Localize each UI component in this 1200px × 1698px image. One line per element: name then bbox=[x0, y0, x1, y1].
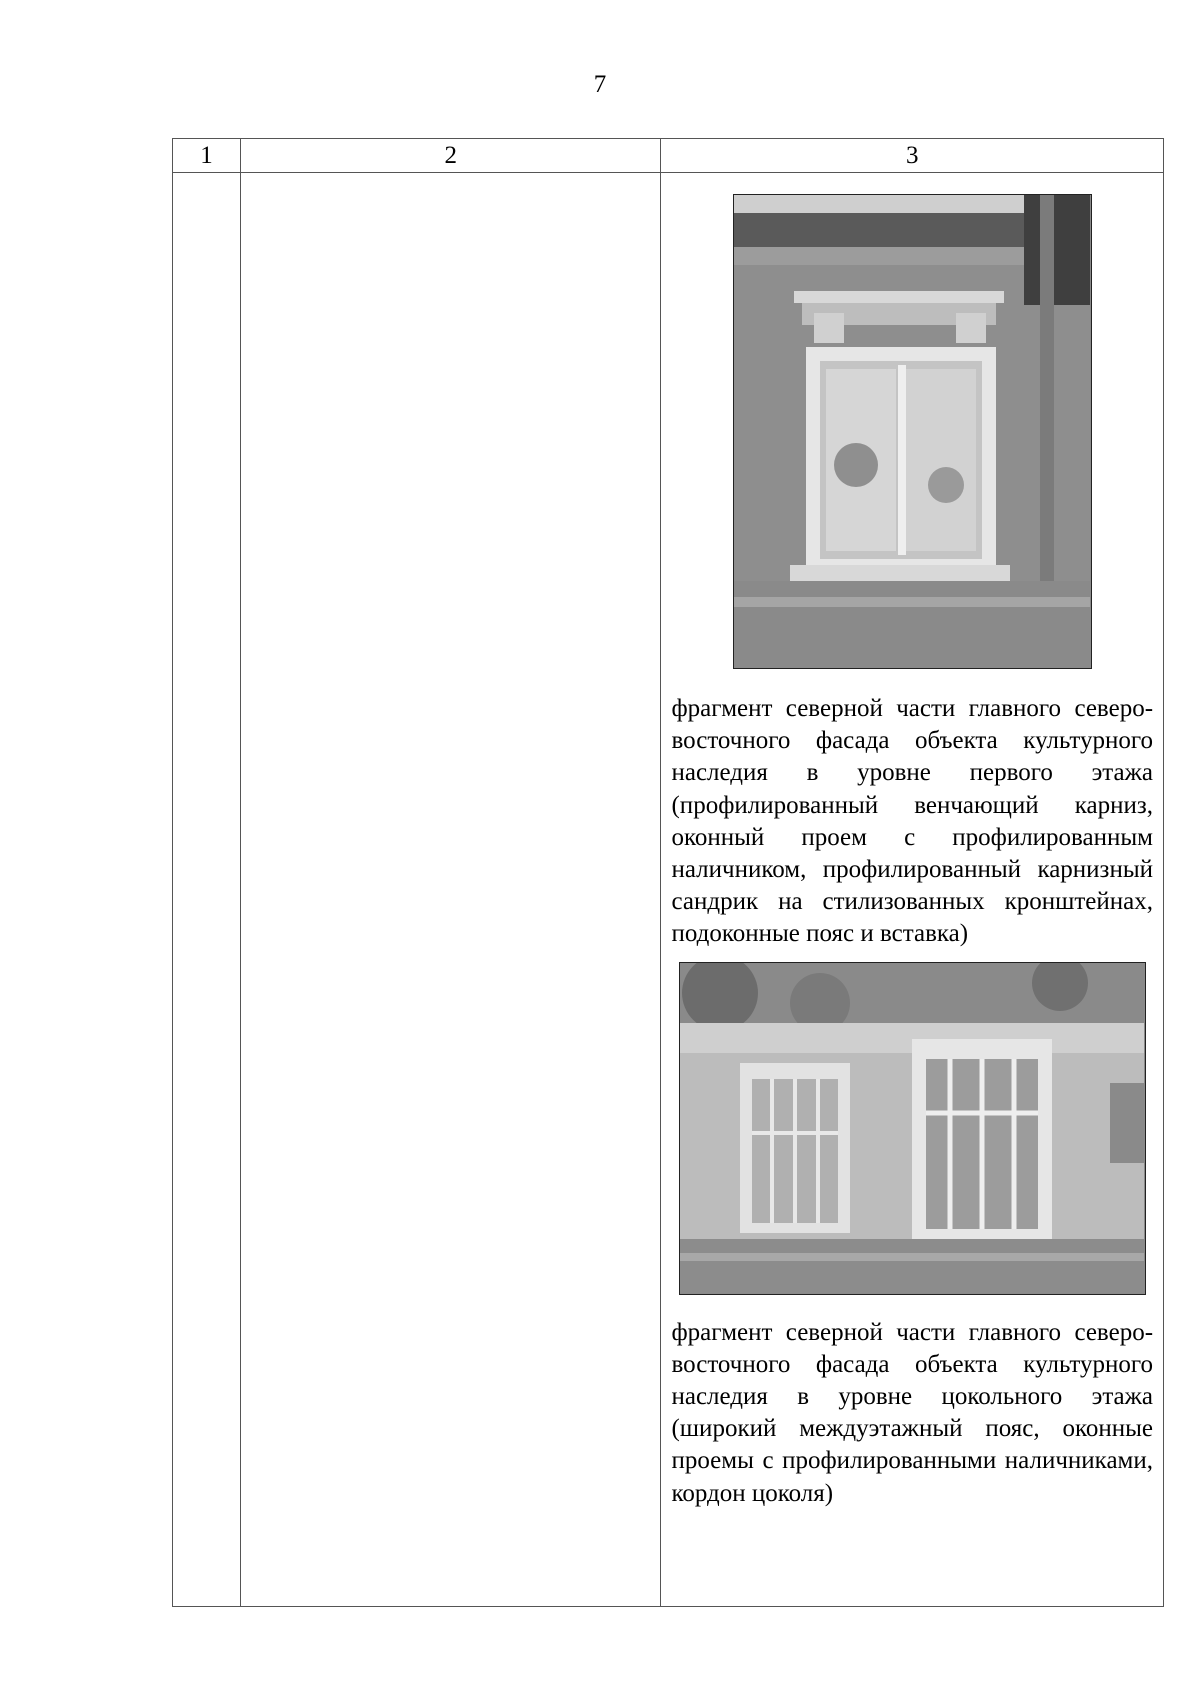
photo-windows-basement bbox=[679, 962, 1146, 1295]
table-row bbox=[173, 173, 1164, 1607]
facade-window-image bbox=[734, 195, 1090, 667]
photo-caption-2: фрагмент северной части главного северо-восточного фасада объекта культурного наследия в уровне цокольного этажа (широкий междуэтажный пояс, оконные проемы с профилированными наличниками, кордон цоколя) bbox=[671, 1318, 1154, 1507]
cell-description bbox=[241, 173, 661, 1607]
facade-basement-image bbox=[680, 963, 1144, 1293]
photo-window-first-floor bbox=[733, 194, 1092, 669]
cell-number bbox=[173, 173, 241, 1607]
page-number: 7 bbox=[593, 71, 607, 98]
photo-caption-1: фрагмент северной части главного северо-восточного фасада объекта культурного наследия в уровне первого этажа (профилированный венчающий карниз, оконный проем с профилированным наличником, профилированный карнизный сандрик на стилизованных кронштейнах, подоконные пояс и вставка) bbox=[671, 695, 1154, 948]
column-header-3: 3 bbox=[661, 139, 1164, 173]
column-header-2: 2 bbox=[241, 139, 661, 173]
column-header-1: 1 bbox=[173, 139, 241, 173]
document-table bbox=[172, 138, 1164, 1607]
table-header-row bbox=[173, 139, 1164, 173]
cell-photos bbox=[661, 173, 1164, 1607]
